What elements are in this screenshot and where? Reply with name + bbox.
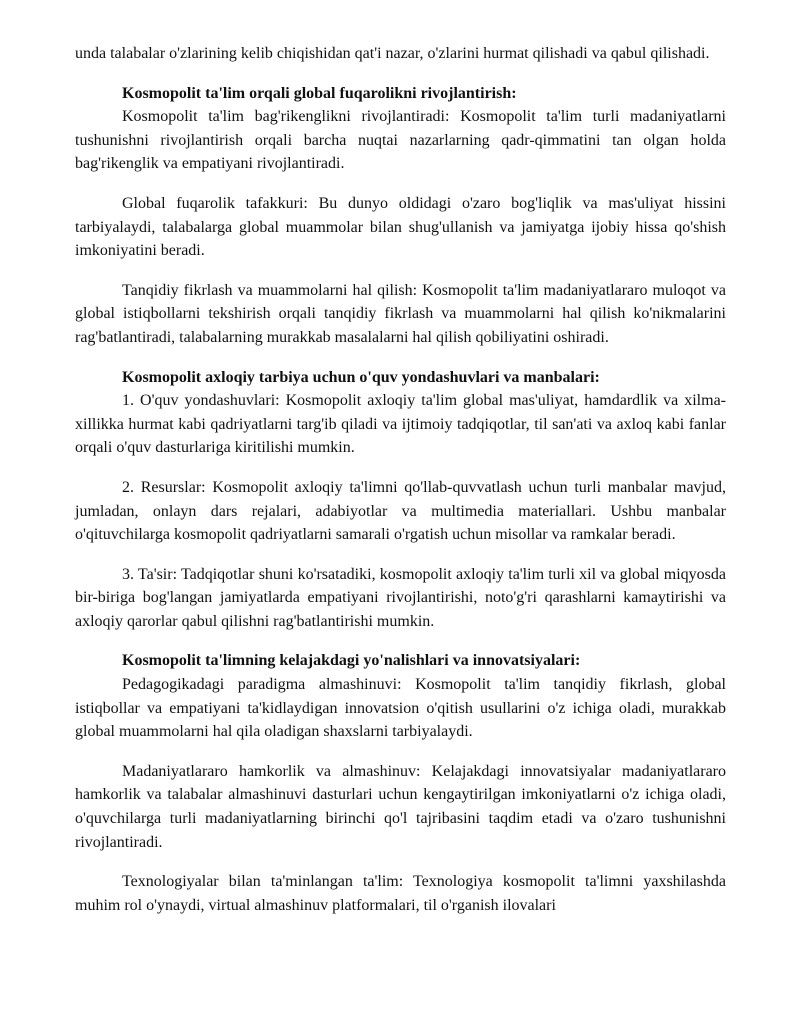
paragraph-intercultural-exchange: Madaniyatlararo hamkorlik va almashinuv: Kelajakdagi innovatsiyalar madaniyatlararo hamkorlik va talabalar almashinuvi dasturlari uchun kengaytirilgan imkoniyatlarni o'z ichiga oladi, o'quvchilarga turli madaniyatlarning birinchi qo'l tajribasini taqdim etadi va o'zaro tushunishni rivojlantiradi. [75,762,726,851]
section-heading-approaches-resources: Kosmopolit axloqiy tarbiya uchun o'quv yondashuvlari va manbalari: [122,368,600,386]
paragraph-resources: 2. Resurslar: Kosmopolit axloqiy ta'limni qo'llab-quvvatlash uchun turli manbalar mavjud, jumladan, onlayn dars rejalari, adabiyotlar va multimedia materiallari. Ushbu manbalar o'qituvchilarga kosmopolit qadriyatlarni samarali o'rgatish uchun misollar va ramkalar beradi. [75,478,726,544]
paragraph-continuation: unda talabalar o'zlarining kelib chiqishidan qat'i nazar, o'zlarini hurmat qilishadi va qabul qilishadi. [75,45,710,62]
section-heading-future-directions: Kosmopolit ta'limning kelajakdagi yo'nalishlari va innovatsiyalari: [122,652,581,670]
paragraph-tolerance: Kosmopolit ta'lim bag'rikenglikni rivojlantiradi: Kosmopolit ta'lim turli madaniyatlarni tushunishni rivojlantirish orqali barcha nuqtai nazarlarning qadr-qimmatini tan olgan holda bag'rikenglik va empatiyani rivojlantiradi. [75,108,726,173]
document-page [75,42,726,917]
section-heading-global-citizenship: Kosmopolit ta'lim orqali global fuqarolikni rivojlantirish: [122,84,517,102]
paragraph-impact: 3. Ta'sir: Tadqiqotlar shuni ko'rsatadiki, kosmopolit axloqiy ta'lim turli xil va global miqyosda bir-biriga bog'langan jamiyatlarda empatiyani rivojlantirishi, noto'g'ri qarashlarni kamaytirishi va axloqiy qarorlar qabul qilishni rag'batlantirishi mumkin. [75,565,726,630]
paragraph-critical-thinking: Tanqidiy fikrlash va muammolarni hal qilish: Kosmopolit ta'lim madaniyatlararo muloqot va global istiqbollarni tekshirish orqali tanqidiy fikrlash va muammolarni hal qilish ko'nikmalarini rag'batlantiradi, talabalarning murakkab masalalarni hal qilish qobiliyatini oshiradi. [75,281,726,346]
paragraph-learning-approaches: 1. O'quv yondashuvlari: Kosmopolit axloqiy ta'lim global mas'uliyat, hamdardlik va xilma-xillikka hurmat kabi qadriyatlarni targ'ib qiladi va ijtimoiy tadqiqotlar, til san'ati va axloq kabi fanlar orqali o'quv dasturlariga kiritilishi mumkin. [75,392,726,457]
paragraph-paradigm-shift: Pedagogikadagi paradigma almashinuvi: Kosmopolit ta'lim tanqidiy fikrlash, global istiqbollar va empatiyani ta'kidlaydigan innovatsion o'qitish usullarini o'z ichiga oladi, murakkab global muammolarni hal qila oladigan shaxslarni tarbiyalaydi. [75,676,726,741]
paragraph-technology-education: Texnologiyalar bilan ta'minlangan ta'lim: Texnologiya kosmopolit ta'limni yaxshilashda muhim rol o'ynaydi, virtual almashinuv platformalari, til o'rganish ilovalari [75,873,726,914]
paragraph-global-mindset: Global fuqarolik tafakkuri: Bu dunyo oldidagi o'zaro bog'liqlik va mas'uliyat hissini tarbiyalaydi, talabalarga global muammolar bilan shug'ullanish va jamiyatga ijobiy hissa qo'shish imkoniyatini beradi. [75,194,726,260]
